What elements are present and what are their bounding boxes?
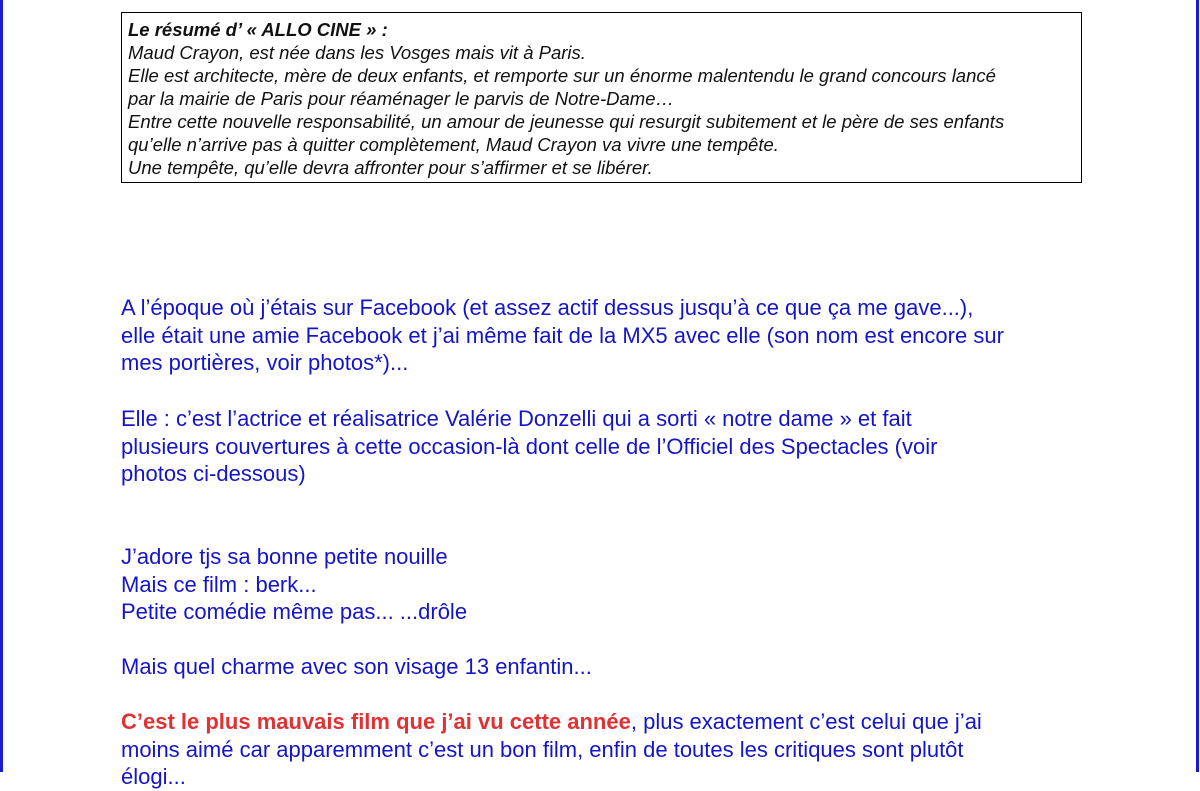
paragraph-actress: [121, 405, 1121, 488]
paragraph-line: [121, 708, 1121, 736]
paragraph-line: Mais ce film : berk...: [121, 571, 317, 597]
paragraph-line: elle était une amie Facebook et j’ai même fait de la MX5 avec elle (son nom est encore sur: [121, 322, 1004, 348]
paragraph-line: mes portières, voir photos*)...: [121, 350, 409, 375]
paragraph-verdict: [121, 708, 1121, 791]
summary-line: Elle est architecte, mère de deux enfants, et remporte sur un énorme malentendu le grand concours lancé: [128, 65, 996, 86]
paragraph-line: Petite comédie même pas... ...drôle: [121, 599, 468, 624]
paragraph-opinion: [121, 543, 1121, 626]
verdict-rest: , plus exactement c’est celui que j’ai: [630, 709, 982, 734]
paragraph-line: élogi...: [121, 764, 186, 789]
paragraph-line: photos ci-dessous): [121, 461, 306, 486]
allocine-summary-box: [121, 12, 1082, 183]
paragraph-line: plusieurs couvertures à cette occasion-là dont celle de l’Officiel des Spectacles (voir: [121, 433, 938, 459]
summary-line: qu’elle n’arrive pas à quitter complètement, Maud Crayon va vivre une tempête.: [128, 134, 779, 155]
paragraph-line: Elle : c’est l’actrice et réalisatrice Valérie Donzelli qui a sorti « notre dame » et fait: [121, 406, 912, 431]
paragraph-charm: [121, 653, 1121, 681]
paragraph-line: A l’époque où j’étais sur Facebook (et assez actif dessus jusqu’à ce que ça me gave...),: [121, 295, 974, 320]
summary-line: Entre cette nouvelle responsabilité, un amour de jeunesse qui resurgit subitement et le père de ses enfants: [128, 111, 1005, 132]
page-border-left: [0, 0, 3, 772]
page-border-right: [1196, 0, 1199, 772]
paragraph-line: J’adore tjs sa bonne petite nouille: [121, 544, 448, 569]
verdict-highlight: C’est le plus mauvais film que j’ai vu cette année: [121, 709, 631, 734]
summary-line: Maud Crayon, est née dans les Vosges mais vit à Paris.: [128, 42, 586, 63]
paragraph-line: Mais quel charme avec son visage 13 enfantin...: [121, 654, 592, 679]
summary-line: Une tempête, qu’elle devra affronter pour s’affirmer et se libérer.: [128, 157, 653, 178]
paragraph-facebook: [121, 294, 1121, 377]
summary-title: Le résumé d’ « ALLO CINE » :: [128, 19, 388, 40]
paragraph-line: moins aimé car apparemment c’est un bon film, enfin de toutes les critiques sont plutôt: [121, 736, 964, 762]
summary-line: par la mairie de Paris pour réaménager le parvis de Notre-Dame…: [128, 88, 674, 109]
